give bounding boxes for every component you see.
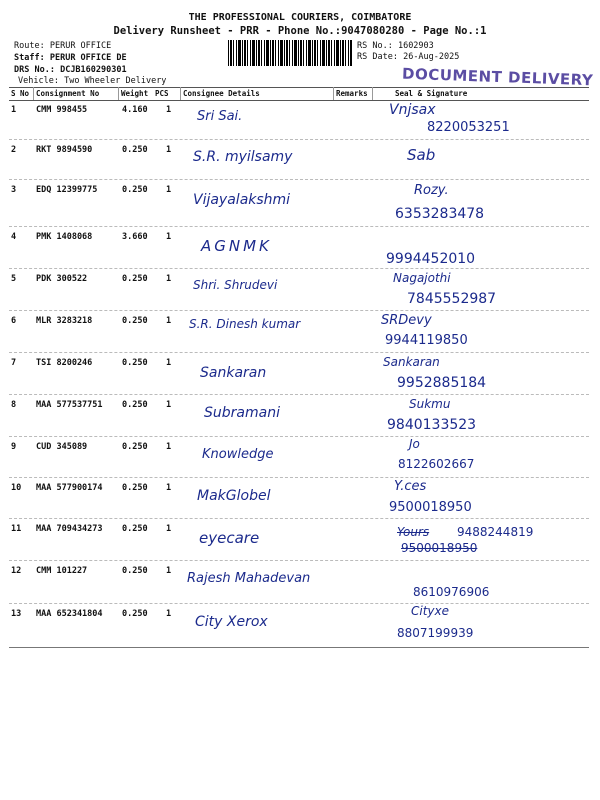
row-weight: 0.250 (122, 483, 148, 493)
route-value: PERUR OFFICE (49, 41, 112, 51)
row-consignee: Knowledge (202, 447, 274, 462)
row-signature: Sab (407, 146, 436, 164)
col-pcs: PCS (155, 89, 169, 98)
row-consignee: Vijayalakshmi (193, 192, 291, 208)
row-pcs: 1 (166, 232, 172, 242)
route-label: Route: (14, 41, 45, 51)
staff-line (14, 53, 127, 63)
row-consignment: EDQ 12399775 (36, 185, 98, 195)
row-weight: 4.160 (122, 105, 148, 115)
row-signature: SRDevy (381, 313, 432, 328)
col-remarks: Remarks (336, 89, 368, 98)
row-pcs: 1 (166, 274, 172, 284)
row-signature: Rozy. (414, 183, 449, 198)
drs-label: DRS No.: (14, 65, 55, 75)
drs-line (14, 65, 127, 75)
row-sno: 11 (11, 524, 22, 534)
row-pcs: 1 (166, 316, 172, 326)
staff-value: PERUR OFFICE DE (49, 53, 127, 63)
row-consignment: MAA 709434273 (36, 524, 103, 534)
row-consignee: AGNMK (201, 237, 272, 255)
header-top-rule (9, 87, 589, 88)
row-weight: 3.660 (122, 232, 148, 242)
row-weight: 0.250 (122, 145, 148, 155)
row-consignment: CUD 345089 (36, 442, 88, 452)
row-weight: 0.250 (122, 442, 148, 452)
row-phone: 8122602667 (398, 457, 475, 471)
row-sno: 12 (11, 566, 22, 576)
rs-date-label: RS Date: (357, 52, 398, 62)
row-pcs: 1 (166, 609, 172, 619)
row-signature: Sankaran (383, 355, 440, 369)
row-consignee: S.R. myilsamy (193, 149, 293, 165)
col-sno: S No (11, 89, 30, 98)
row-sno: 3 (11, 185, 17, 195)
row-signature: Sukmu (409, 397, 451, 411)
row-pcs: 1 (166, 358, 172, 368)
drs-value: DCJB160290301 (60, 65, 127, 75)
row-phone: 9952885184 (397, 375, 487, 391)
row-weight: 0.250 (122, 524, 148, 534)
table-row (9, 269, 589, 311)
row-weight: 0.250 (122, 566, 148, 576)
row-consignee: Sri Sai. (197, 109, 243, 124)
row-consignment: MAA 577537751 (36, 400, 103, 410)
rs-no-value: 1602903 (397, 41, 434, 51)
table-row (9, 395, 589, 437)
row-consignment: RKT 9894590 (36, 145, 93, 155)
row-pcs: 1 (166, 442, 172, 452)
col-seal: Seal & Signature (395, 89, 468, 98)
row-pcs: 1 (166, 105, 172, 115)
row-pcs: 1 (166, 145, 172, 155)
rs-no-line (357, 41, 434, 51)
table-row (9, 311, 589, 353)
row-sno: 2 (11, 145, 17, 155)
row-phone: 8610976906 (413, 585, 490, 599)
col-consignee: Consignee Details (183, 89, 260, 98)
vehicle-label: Vehicle: (18, 76, 59, 86)
table-row (9, 604, 589, 648)
row-phone: 8807199939 (397, 626, 474, 640)
col-weight: Weight (121, 89, 149, 98)
row-phone: 9994452010 (386, 251, 476, 267)
col-divider (333, 87, 334, 100)
row-signature: Yours (397, 525, 430, 539)
col-divider (180, 87, 181, 100)
row-phone: 8220053251 (427, 120, 510, 135)
table-row (9, 227, 589, 269)
row-sno: 7 (11, 358, 17, 368)
rs-date-line (357, 52, 459, 62)
row-consignee: Sankaran (200, 365, 267, 381)
row-consignee: eyecare (199, 529, 260, 547)
route-line (14, 41, 111, 51)
company-title: THE PROFESSIONAL COURIERS, COIMBATORE (188, 12, 412, 23)
row-pcs: 1 (166, 524, 172, 534)
document-delivery-stamp: DOCUMENT DELIVERY (401, 64, 594, 90)
row-consignment: PDK 300522 (36, 274, 88, 284)
row-divider (9, 647, 589, 648)
row-sno: 4 (11, 232, 17, 242)
col-divider (118, 87, 119, 100)
table-row (9, 561, 589, 604)
row-consignment: PMK 1408068 (36, 232, 93, 242)
table-row (9, 100, 589, 140)
col-divider (33, 87, 34, 100)
vehicle-value: Two Wheeler Delivery (64, 76, 167, 86)
row-sno: 8 (11, 400, 17, 410)
row-weight: 0.250 (122, 185, 148, 195)
row-sno: 1 (11, 105, 17, 115)
row-pcs: 1 (166, 185, 172, 195)
rs-no-label: RS No.: (357, 41, 393, 51)
row-consignment: CMM 998455 (36, 105, 88, 115)
runsheet-subtitle: Delivery Runsheet - PRR - Phone No.:9047080280 - Page No.:1 (113, 25, 487, 37)
row-weight: 0.250 (122, 358, 148, 368)
row-phone: 9500018950 (389, 500, 472, 515)
row-sno: 10 (11, 483, 22, 493)
row-consignee: Subramani (204, 405, 280, 421)
row-signature: Jo (409, 437, 420, 451)
table-row (9, 353, 589, 395)
row-sno: 13 (11, 609, 22, 619)
table-row (9, 519, 589, 561)
row-phone: 9840133523 (387, 417, 477, 433)
row-consignee: S.R. Dinesh kumar (189, 317, 301, 331)
table-row (9, 437, 589, 478)
row-signature: Cityxe (411, 604, 450, 618)
staff-label: Staff: (14, 53, 45, 63)
row-consignee: City Xerox (195, 614, 268, 630)
vehicle-line (18, 76, 166, 86)
rs-date-value: 26-Aug-2025 (403, 52, 460, 62)
row-consignment: MAA 577900174 (36, 483, 103, 493)
row-weight: 0.250 (122, 274, 148, 284)
row-phone: 9488244819 (457, 525, 534, 539)
row-pcs: 1 (166, 483, 172, 493)
row-phone: 6353283478 (395, 206, 485, 222)
row-signature: Nagajothi (393, 271, 451, 285)
row-consignee: Shri. Shrudevi (193, 278, 278, 292)
row-consignee: Rajesh Mahadevan (187, 571, 311, 586)
row-weight: 0.250 (122, 316, 148, 326)
row-pcs: 1 (166, 566, 172, 576)
col-divider (372, 87, 373, 100)
row-sno: 9 (11, 442, 17, 452)
row-phone: 9944119850 (385, 333, 468, 348)
table-row (9, 180, 589, 227)
row-weight: 0.250 (122, 400, 148, 410)
row-consignment: CMM 101227 (36, 566, 88, 576)
row-signature: Vnjsax (389, 102, 436, 118)
row-phone-struck: 9500018950 (401, 541, 478, 555)
row-consignment: MLR 3283218 (36, 316, 93, 326)
row-consignee: MakGlobel (197, 488, 271, 504)
row-weight: 0.250 (122, 609, 148, 619)
row-consignment: TSI 8200246 (36, 358, 93, 368)
row-consignment: MAA 652341804 (36, 609, 103, 619)
table-row (9, 478, 589, 519)
row-sno: 6 (11, 316, 17, 326)
barcode (228, 40, 352, 66)
row-sno: 5 (11, 274, 17, 284)
row-signature: Y.ces (394, 479, 427, 494)
row-pcs: 1 (166, 400, 172, 410)
col-consignment: Consignment No (36, 89, 100, 98)
row-phone: 7845552987 (407, 291, 497, 307)
table-row (9, 140, 589, 180)
